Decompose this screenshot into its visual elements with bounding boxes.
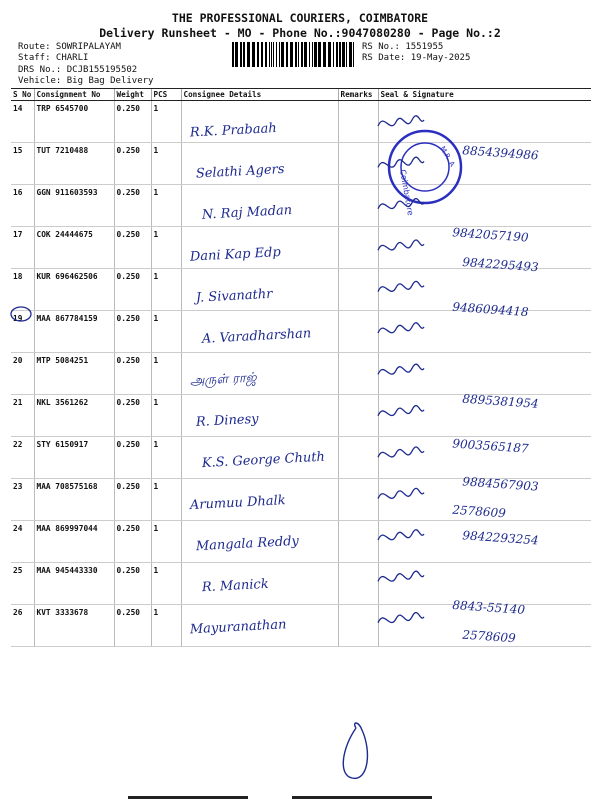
footer-rule — [128, 796, 248, 799]
consignee-handwritten-name: Selathi Agers — [195, 161, 285, 182]
document-subtitle: Delivery Runsheet - MO - Phone No.:9047080280 - Page No.:2 — [99, 26, 501, 40]
row-pcs: 1 — [151, 227, 181, 269]
row-weight: 0.250 — [114, 143, 151, 185]
row-weight: 0.250 — [114, 101, 151, 143]
row-sno: 23 — [11, 479, 34, 521]
row-pcs: 1 — [151, 269, 181, 311]
signature-scribble — [378, 116, 424, 126]
signature-scribble — [378, 364, 424, 374]
row-weight: 0.250 — [114, 521, 151, 563]
row-pcs: 1 — [151, 395, 181, 437]
row-pcs: 1 — [151, 143, 181, 185]
signature-scribble — [378, 613, 424, 623]
footer-rule — [292, 796, 432, 799]
signature-scribble — [378, 240, 424, 250]
signature-handwritten-number: 9842293254 — [461, 528, 540, 548]
signature-scribble — [378, 199, 424, 209]
row-weight: 0.250 — [114, 605, 151, 647]
row-circle-mark — [11, 307, 31, 321]
row-sno: 22 — [11, 437, 34, 479]
row-weight: 0.250 — [114, 479, 151, 521]
row-weight: 0.250 — [114, 311, 151, 353]
drs-number: DRS No.: DCJB155195502 — [18, 65, 138, 75]
column-header-remarks: Remarks — [338, 89, 378, 101]
signature-handwritten-number: 2578609 — [451, 502, 507, 521]
consignee-handwritten-name: R. Dinesy — [195, 411, 259, 431]
signature-handwritten-number: 9486094418 — [451, 299, 530, 320]
signature-handwritten-number: 8895381954 — [461, 391, 540, 411]
consignee-handwritten-name: K.S. George Chuth — [201, 449, 326, 472]
consignee-handwritten-name: Dani Kap Edp — [189, 244, 282, 265]
row-sno: 19 — [11, 311, 34, 353]
consignee-handwritten-name: R. Manick — [201, 576, 270, 596]
row-pcs: 1 — [151, 605, 181, 647]
row-consignment-no: MAA 869997044 — [34, 521, 114, 563]
row-consignment-no: TUT 7210488 — [34, 143, 114, 185]
column-header-pcs: PCS — [151, 89, 181, 101]
rs-number: RS No.: 1551955 — [362, 42, 444, 52]
staff-label: Staff: CHARLI — [18, 53, 89, 63]
row-consignment-no: KUR 696462506 — [34, 269, 114, 311]
consignee-handwritten-name: N. Raj Madan — [201, 202, 293, 223]
signature-scribble — [378, 281, 424, 291]
consignee-handwritten-name: Mangala Reddy — [195, 533, 300, 555]
signature-handwritten-number: 9842057190 — [451, 225, 530, 245]
row-pcs: 1 — [151, 479, 181, 521]
consignee-handwritten-name: R.K. Prabaah — [189, 120, 278, 141]
column-header-consignee: Consignee Details — [181, 89, 338, 101]
row-weight: 0.250 — [114, 437, 151, 479]
consignee-handwritten-name: Mayuranathan — [189, 617, 287, 638]
signature-handwritten-number: 9884567903 — [461, 474, 540, 494]
row-sno: 15 — [11, 143, 34, 185]
stray-pen-stroke — [343, 723, 367, 778]
column-header-consignment: Consignment No — [34, 89, 114, 101]
row-consignment-no: NKL 3561262 — [34, 395, 114, 437]
row-pcs: 1 — [151, 101, 181, 143]
route-label: Route: SOWRIPALAYAM — [18, 42, 121, 52]
row-sno: 26 — [11, 605, 34, 647]
consignee-handwritten-name: அருள் ராஜ் — [189, 370, 257, 389]
document-title: THE PROFESSIONAL COURIERS, COIMBATORE — [171, 11, 429, 25]
row-pcs: 1 — [151, 521, 181, 563]
vehicle-label: Vehicle: Big Bag Delivery — [18, 76, 154, 86]
row-consignment-no: MAA 708575168 — [34, 479, 114, 521]
consignee-handwritten-name: J. Sivanathr — [195, 286, 273, 306]
row-consignment-no: MAA 945443330 — [34, 563, 114, 605]
signature-scribble — [378, 571, 424, 581]
consignee-handwritten-name: Arumuu Dhalk — [189, 493, 286, 514]
signature-handwritten-number: 8854394986 — [461, 143, 540, 163]
signature-scribble — [378, 530, 424, 540]
rs-date: RS Date: 19-May-2025 — [362, 53, 471, 63]
row-weight: 0.250 — [114, 353, 151, 395]
row-consignment-no: KVT 3333678 — [34, 605, 114, 647]
row-sno: 21 — [11, 395, 34, 437]
row-sno: 14 — [11, 101, 34, 143]
consignee-handwritten-name: A. Varadharshan — [201, 326, 312, 347]
signature-handwritten-number: 9003565187 — [451, 436, 530, 456]
row-pcs: 1 — [151, 311, 181, 353]
signature-handwritten-number: 9842295493 — [461, 254, 540, 275]
signature-scribble — [378, 488, 424, 498]
column-header-weight: Weight — [114, 89, 151, 101]
row-weight: 0.250 — [114, 395, 151, 437]
column-header-seal-signature: Seal & Signature — [378, 89, 591, 101]
row-weight: 0.250 — [114, 227, 151, 269]
svg-text:M.R. A: M.R. A — [438, 145, 457, 169]
signature-scribble — [378, 406, 424, 416]
column-header-sno: S No — [11, 89, 34, 101]
row-consignment-no: STY 6150917 — [34, 437, 114, 479]
row-weight: 0.250 — [114, 185, 151, 227]
row-weight: 0.250 — [114, 563, 151, 605]
row-sno: 18 — [11, 269, 34, 311]
row-pcs: 1 — [151, 437, 181, 479]
row-sno: 17 — [11, 227, 34, 269]
row-sno: 16 — [11, 185, 34, 227]
row-sno: 24 — [11, 521, 34, 563]
row-consignment-no: GGN 911603593 — [34, 185, 114, 227]
signature-handwritten-number: 8843-55140 — [451, 597, 526, 617]
signature-handwritten-number: 2578609 — [461, 627, 517, 646]
row-pcs: 1 — [151, 185, 181, 227]
signature-scribble — [378, 323, 424, 333]
row-pcs: 1 — [151, 353, 181, 395]
row-sno: 20 — [11, 353, 34, 395]
row-consignment-no: MTP 5084251 — [34, 353, 114, 395]
company-seal-stamp — [389, 131, 461, 216]
svg-text:Coimbatore: Coimbatore — [398, 168, 415, 217]
row-weight: 0.250 — [114, 269, 151, 311]
row-consignment-no: COK 24444675 — [34, 227, 114, 269]
row-consignment-no: MAA 867784159 — [34, 311, 114, 353]
signature-scribble — [378, 447, 424, 457]
row-consignment-no: TRP 6545700 — [34, 101, 114, 143]
row-sno: 25 — [11, 563, 34, 605]
row-pcs: 1 — [151, 563, 181, 605]
